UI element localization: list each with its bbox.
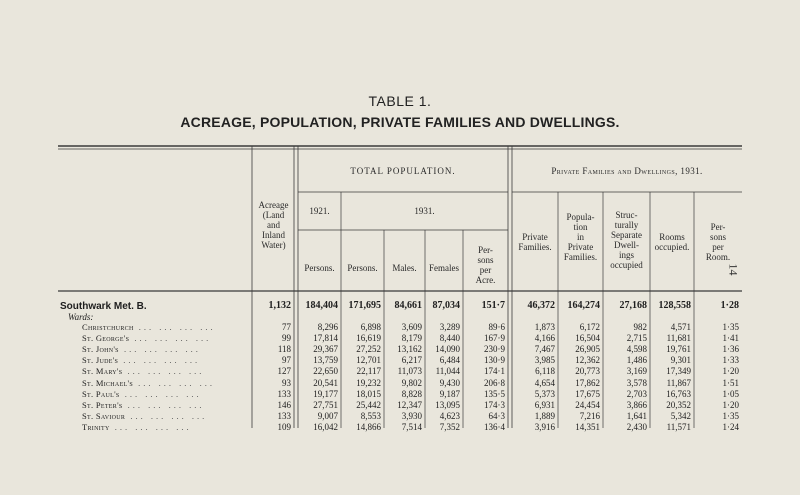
table-cell: 9,802 (401, 377, 422, 388)
persons-1931-header: Persons. (347, 263, 378, 273)
total-cell: 164,274 (567, 300, 600, 311)
rooms-occupied-header: Rooms occupied. (654, 232, 690, 252)
ward-name: Christchurch ... ... ... ... (82, 322, 216, 332)
table-cell: 130·9 (484, 355, 505, 366)
table-cell: 174·1 (484, 366, 505, 377)
table-cell: 24,454 (575, 399, 600, 410)
table-cell: 64·3 (488, 410, 505, 421)
table-cell: 8,553 (360, 410, 381, 421)
table-cell: 19,177 (313, 388, 338, 399)
table-cell: 8,828 (401, 388, 422, 399)
ward-name: Trinity ... ... ... ... (82, 421, 192, 432)
table-cell: 93 (282, 377, 291, 388)
table-cell: 1,641 (626, 410, 647, 421)
table-cell: 16,763 (666, 388, 691, 399)
leader-dots: ... ... ... ... (122, 399, 205, 410)
page-number: 14 (726, 263, 741, 276)
table-cell: 1,486 (626, 355, 647, 366)
table-cell: 127 (277, 366, 291, 377)
table-cell: 16,042 (313, 421, 338, 432)
persons-per-room-header: Per- sons per Room. (705, 222, 731, 262)
table-cell: 17,675 (575, 388, 600, 399)
table-cell: 27,252 (356, 344, 381, 355)
table-cell: 77 (282, 322, 291, 332)
table-title: ACREAGE, POPULATION, PRIVATE FAMILIES AND DWELLINGS. (180, 114, 620, 130)
table-cell: 11,681 (666, 333, 691, 344)
table-cell: 109 (277, 421, 291, 432)
table-cell: 13,162 (397, 344, 422, 355)
table-cell: 22,117 (356, 366, 381, 377)
table-cell: 135·5 (484, 388, 505, 399)
table-cell: 1·36 (722, 344, 739, 355)
table-cell: 6,172 (579, 322, 600, 332)
table-cell: 14,351 (575, 421, 600, 432)
total-cell: 151·7 (481, 300, 505, 311)
table-cell: 9,430 (439, 377, 460, 388)
table-cell: 1·33 (722, 355, 739, 366)
table-cell: 22,650 (313, 366, 338, 377)
table-cell: 1·20 (722, 399, 739, 410)
table-cell: 4,598 (626, 344, 647, 355)
table-cell: 3,169 (626, 366, 647, 377)
total-cell: 171,695 (348, 300, 381, 311)
table-cell: 20,541 (313, 377, 338, 388)
table-cell: 3,578 (626, 377, 647, 388)
persons-per-acre-header: Per- sons per Acre. (475, 245, 496, 285)
acreage-header: Acreage (Land and Inland Water) (258, 200, 289, 250)
table-cell: 3,985 (534, 355, 555, 366)
total-cell: 87,034 (432, 300, 460, 311)
table-cell: 133 (277, 410, 291, 421)
table-cell: 3,916 (534, 421, 555, 432)
table-label: TABLE 1. (368, 93, 432, 109)
ward-name: St. Mary's ... ... ... ... (82, 366, 205, 377)
table-cell: 1·05 (722, 388, 739, 399)
total-cell: 1,132 (268, 300, 291, 311)
leader-dots: ... ... ... ... (132, 377, 215, 388)
persons-1921-header: Persons. (304, 263, 335, 273)
table-cell: 982 (633, 322, 647, 332)
table-cell: 25,442 (356, 399, 381, 410)
table-cell: 1,889 (534, 410, 555, 421)
table-cell: 174·3 (484, 399, 505, 410)
table-cell: 7,514 (401, 421, 422, 432)
table-cell: 19,232 (356, 377, 381, 388)
structurally-separate-dwellings-header: Struc- turally Separate Dwell- ings occupied (610, 210, 643, 270)
ward-name: St. Paul's ... ... ... ... (82, 388, 202, 399)
table-cell: 5,342 (670, 410, 691, 421)
table-cell: 11,867 (666, 377, 691, 388)
total-cell: 27,168 (619, 300, 647, 311)
total-cell: 84,661 (394, 300, 422, 311)
table-cell: 9,007 (317, 410, 338, 421)
table-cell: 6,898 (360, 322, 381, 332)
table-cell: 18,015 (356, 388, 381, 399)
table-cell: 17,349 (666, 366, 691, 377)
table-cell: 6,118 (535, 366, 555, 377)
ward-name: St. George's ... ... ... ... (82, 333, 212, 344)
table-cell: 16,504 (575, 333, 600, 344)
ward-name: St. John's ... ... ... ... (82, 344, 201, 355)
ward-name: St. Peter's ... ... ... ... (82, 399, 205, 410)
table-cell: 6,931 (534, 399, 555, 410)
leader-dots: ... ... ... ... (119, 388, 202, 399)
private-families-header: Private Families. (518, 232, 552, 252)
table-cell: 118 (277, 344, 291, 355)
table-cell: 1·20 (722, 366, 739, 377)
table-cell: 1·51 (722, 377, 739, 388)
table-cell: 7,352 (439, 421, 460, 432)
table-cell: 12,362 (575, 355, 600, 366)
table-cell: 20,773 (575, 366, 600, 377)
table-cell: 9,301 (670, 355, 691, 366)
table-cell: 3,930 (401, 410, 422, 421)
table-cell: 4,623 (439, 410, 460, 421)
table-cell: 19,761 (666, 344, 691, 355)
year-1931-header: 1931. (414, 206, 435, 216)
table-cell: 20,352 (666, 399, 691, 410)
table-cell: 13,095 (435, 399, 460, 410)
table-cell: 4,166 (534, 333, 555, 344)
table-cell: 11,044 (435, 366, 460, 377)
males-header: Males. (392, 263, 417, 273)
table-cell: 8,296 (317, 322, 338, 332)
wards-label: Wards: (68, 312, 94, 322)
table-cell: 12,701 (356, 355, 381, 366)
table-cell: 7,467 (534, 344, 555, 355)
table-cell: 2,430 (626, 421, 647, 432)
table-cell: 167·9 (484, 333, 505, 344)
table-cell: 230·9 (484, 344, 505, 355)
table-cell: 2,703 (626, 388, 647, 399)
table-cell: 99 (282, 333, 291, 344)
total-cell: 46,372 (527, 300, 555, 311)
table-cell: 6,484 (439, 355, 460, 366)
private-families-group-header: Private Families and Dwellings, 1931. (551, 166, 703, 176)
year-1921-header: 1921. (309, 206, 330, 216)
table-cell: 6,217 (401, 355, 422, 366)
ward-name: St. Saviour ... ... ... ... (82, 410, 208, 421)
total-cell: 184,404 (305, 300, 338, 311)
table-cell: 136·4 (484, 421, 505, 432)
table-cell: 1·41 (722, 333, 739, 344)
table-cell: 8,179 (401, 333, 422, 344)
table-cell: 97 (282, 355, 291, 366)
table-cell: 1,873 (534, 322, 555, 332)
leader-dots: ... ... ... ... (133, 322, 216, 332)
table-cell: 4,571 (670, 322, 691, 332)
population-in-private-families-header: Popula- tion in Private Families. (563, 212, 598, 262)
table-cell: 7,216 (579, 410, 600, 421)
table-cell: 3,289 (439, 322, 460, 332)
leader-dots: ... ... ... ... (109, 421, 192, 432)
table-cell: 146 (277, 399, 291, 410)
total-cell: 1·28 (720, 300, 739, 311)
table-cell: 9,187 (439, 388, 460, 399)
table-cell: 1·24 (722, 421, 739, 432)
leader-dots: ... ... ... ... (118, 344, 201, 355)
table-cell: 14,866 (356, 421, 381, 432)
table-cell: 14,090 (435, 344, 460, 355)
leader-dots: ... ... ... ... (129, 333, 212, 344)
table-cell: 29,367 (313, 344, 338, 355)
ward-name: St. Jude's ... ... ... ... (82, 355, 201, 366)
table-cell: 2,715 (626, 333, 647, 344)
table-cell: 11,571 (666, 421, 691, 432)
table-cell: 8,440 (439, 333, 460, 344)
leader-dots: ... ... ... ... (122, 366, 205, 377)
table-cell: 27,751 (313, 399, 338, 410)
table-cell: 206·8 (484, 377, 505, 388)
table-cell: 16,619 (356, 333, 381, 344)
leader-dots: ... ... ... ... (125, 410, 208, 421)
total-row-label: Southwark Met. B. (60, 301, 147, 312)
table-cell: 13,759 (313, 355, 338, 366)
table-cell: 12,347 (397, 399, 422, 410)
table-cell: 89·6 (488, 322, 505, 332)
table-cell: 4,654 (534, 377, 555, 388)
leader-dots: ... ... ... ... (118, 355, 201, 366)
table-cell: 1·35 (722, 322, 739, 332)
total-population-header: TOTAL POPULATION. (350, 166, 456, 176)
table-cell: 5,373 (534, 388, 555, 399)
table-cell: 17,862 (575, 377, 600, 388)
females-header: Females (429, 263, 459, 273)
table-cell: 3,609 (401, 322, 422, 332)
table-cell: 133 (277, 388, 291, 399)
ward-name: St. Michael's ... ... ... ... (82, 377, 215, 388)
total-cell: 128,558 (658, 300, 691, 311)
table-cell: 1·35 (722, 410, 739, 421)
table-cell: 11,073 (397, 366, 422, 377)
table-cell: 17,814 (313, 333, 338, 344)
table-cell: 26,905 (575, 344, 600, 355)
table-cell: 3,866 (626, 399, 647, 410)
